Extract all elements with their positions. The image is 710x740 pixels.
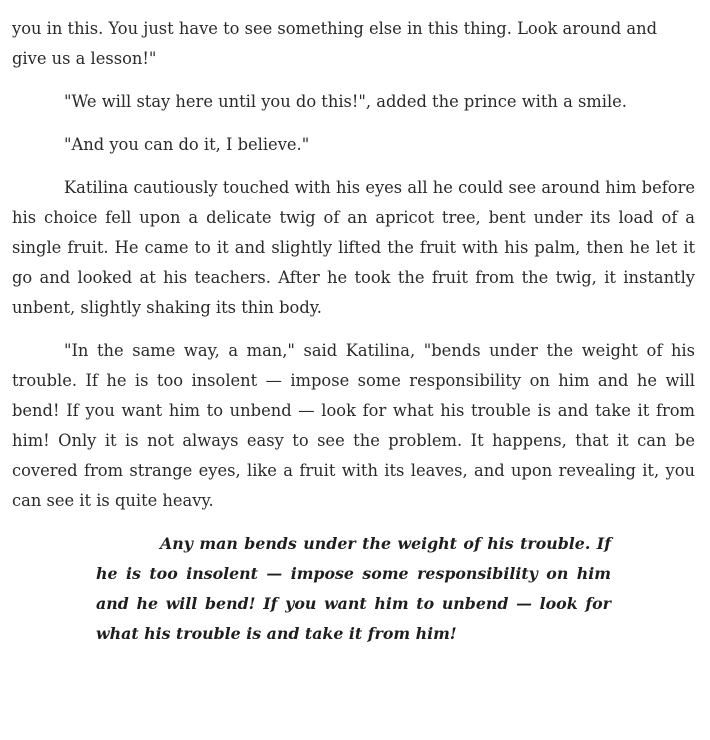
- pull-quote: Any man bends under the weight of his trouble. If he is too insolent — impose some responsibility on him and he will bend! If you want him to unbend — look for what his trouble is and take it from him!: [96, 534, 611, 643]
- paragraph-apricot-twig: Katilina cautiously touched with his eyes all he could see around him before his choice fell upon a delicate twig of an apricot tree, bent under its load of a single fruit. He came to it and slightly lifted the fruit with his palm, then he let it go and looked at his teachers. After he took the fruit from the twig, it instantly unbent, slightly shaking its thin body.: [12, 178, 695, 317]
- document-page: [12, 14, 695, 649]
- paragraph-prince-remark: "We will stay here until you do this!", added the prince with a smile.: [64, 92, 627, 111]
- paragraph-katilina-lesson: "In the same way, a man," said Katilina, "bends under the weight of his trouble. If he is too insolent — impose some responsibility on him and he will bend! If you want him to unbend — look for what his trouble is and take it from him! Only it is not always easy to see the problem. It happens, that it can be covered from strange eyes, like a fruit with its leaves, and upon revealing it, you can see it is quite heavy.: [12, 341, 695, 510]
- paragraph-continuation: you in this. You just have to see something else in this thing. Look around and give us a lesson!": [12, 19, 658, 68]
- paragraph-belief: "And you can do it, I believe.": [64, 135, 310, 154]
